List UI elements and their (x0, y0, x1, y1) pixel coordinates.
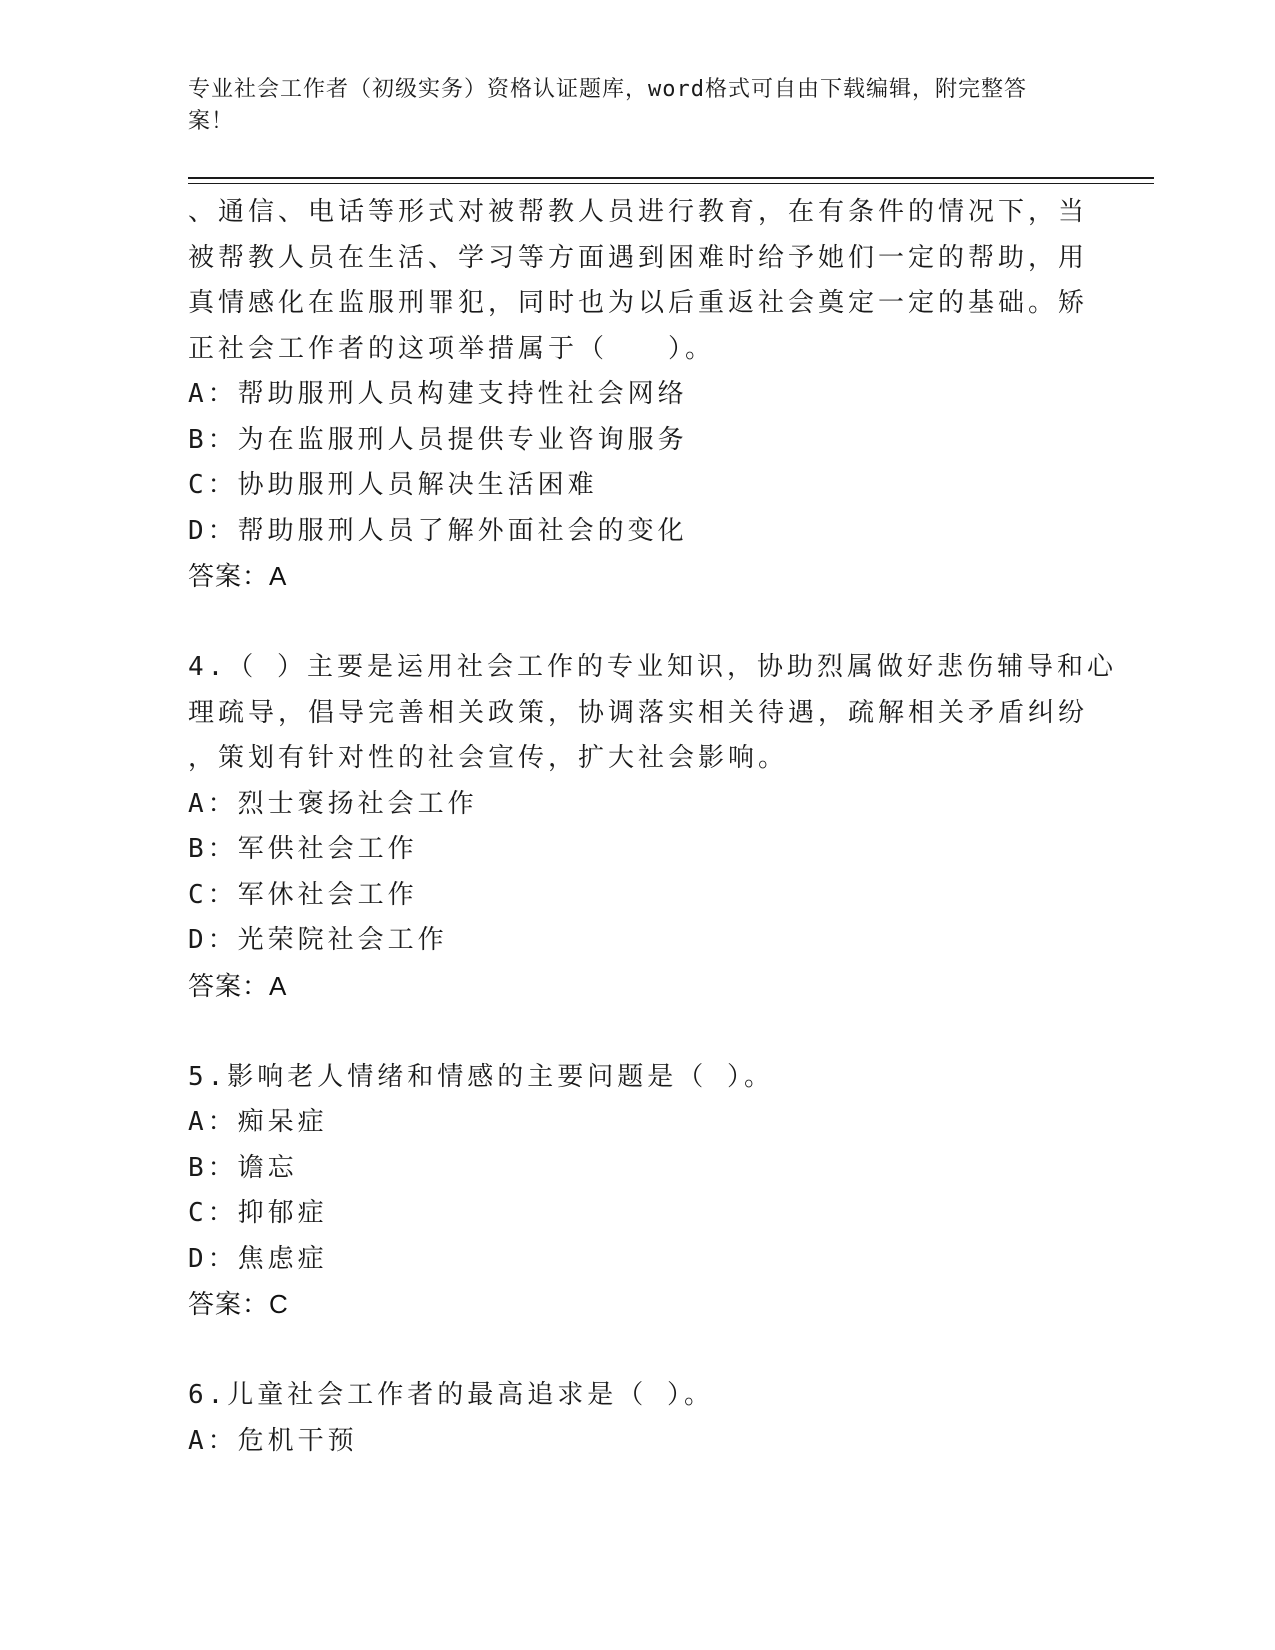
answer-line: 答案：C (188, 1289, 289, 1319)
option-a: A：痴呆症 (188, 1107, 328, 1137)
option-a: A：危机干预 (188, 1425, 358, 1456)
document-body (188, 190, 1117, 1464)
question-stem-line: 4.（ ）主要是运用社会工作的专业知识，协助烈属做好悲伤辅导和心 (188, 652, 1117, 682)
option-b: B：为在监服刑人员提供专业咨询服务 (188, 424, 688, 455)
option-c: C：抑郁症 (188, 1198, 328, 1228)
document-header: 专业社会工作者（初级实务）资格认证题库，word格式可自由下载编辑，附完整答案！ (188, 77, 1027, 134)
option-d: D：焦虑症 (188, 1243, 328, 1274)
option-a: A：烈士褒扬社会工作 (188, 788, 478, 819)
answer-line: 答案：A (188, 970, 288, 1001)
option-d: D：光荣院社会工作 (188, 925, 448, 955)
question-stem-line: 被帮教人员在生活、学习等方面遇到困难时给予她们一定的帮助，用 (188, 242, 1089, 273)
spacer (188, 1009, 1088, 1055)
spacer (188, 600, 1088, 646)
question-6 (188, 1373, 1088, 1464)
option-b: B：军供社会工作 (188, 834, 418, 864)
option-c: C：军休社会工作 (188, 879, 418, 910)
option-c: C：协助服刑人员解决生活困难 (188, 470, 598, 500)
question-3-continued (188, 190, 1088, 600)
option-d: D：帮助服刑人员了解外面社会的变化 (188, 515, 688, 546)
option-b: B：谵忘 (188, 1152, 298, 1183)
question-stem-line: 真情感化在监服刑罪犯，同时也为以后重返社会奠定一定的基础。矫 (188, 288, 1089, 318)
question-5 (188, 1055, 1088, 1328)
question-stem-line: 正社会工作者的这项举措属于（ ）。 (188, 333, 716, 364)
question-stem-line: 理疏导，倡导完善相关政策，协调落实相关待遇，疏解相关矛盾纠纷 (188, 697, 1089, 728)
question-stem-line: 、通信、电话等形式对被帮教人员进行教育，在有条件的情况下，当 (188, 197, 1089, 227)
question-stem-line: 5.影响老人情绪和情感的主要问题是（ ）。 (188, 1061, 774, 1092)
question-stem-line: ，策划有针对性的社会宣传，扩大社会影响。 (188, 743, 789, 773)
question-4 (188, 645, 1117, 1009)
header-rule-top (188, 177, 1154, 179)
answer-line: 答案：A (188, 561, 288, 591)
option-a: A：帮助服刑人员构建支持性社会网络 (188, 379, 688, 409)
spacer (188, 1328, 1088, 1374)
question-stem-line: 6.儿童社会工作者的最高追求是（ ）。 (188, 1380, 714, 1410)
header-rule-bottom (188, 183, 1154, 184)
